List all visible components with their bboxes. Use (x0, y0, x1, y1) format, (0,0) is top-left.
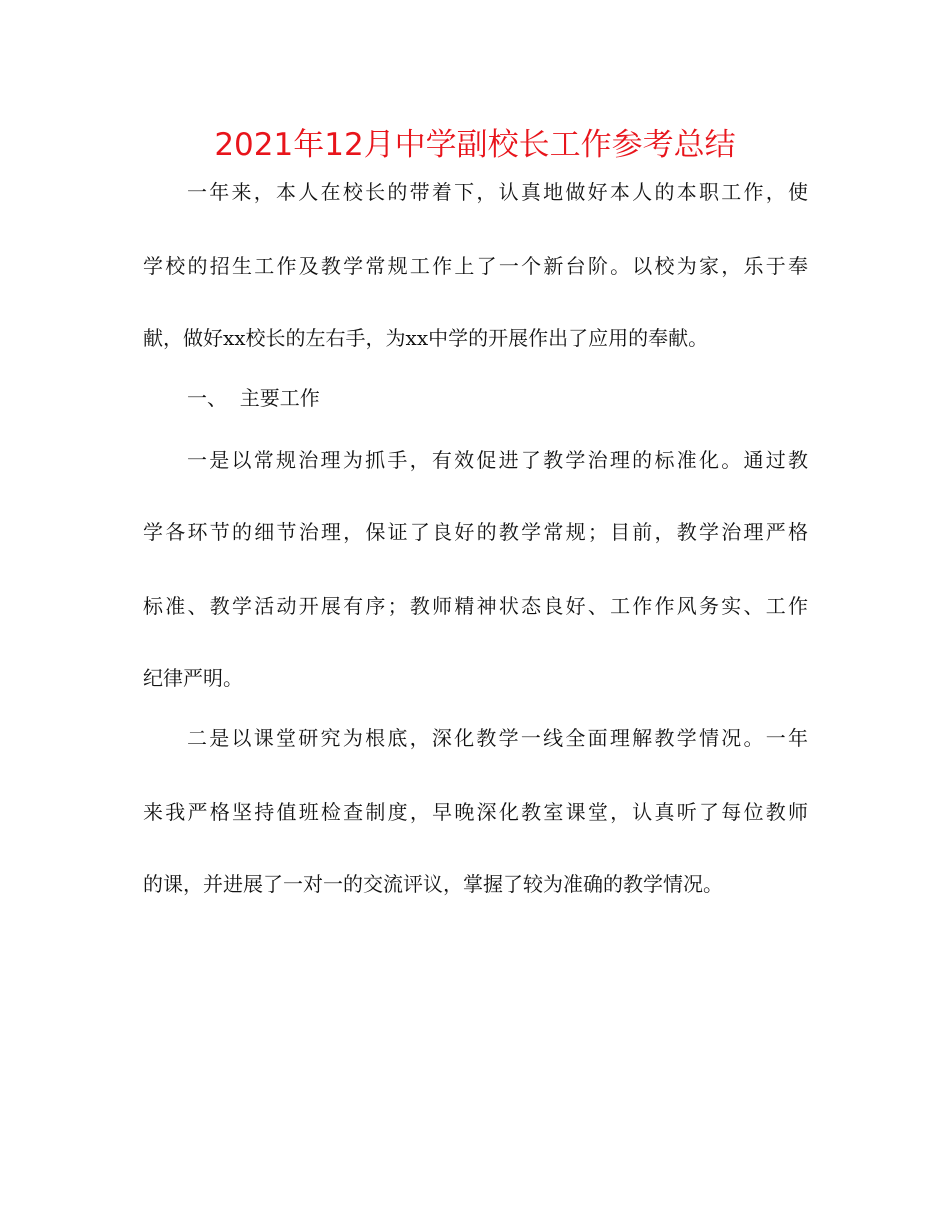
paragraph-2-line-3: 标准、教学活动开展有序；教师精神状态良好、工作作风务实、工作 (143, 594, 808, 618)
paragraph-1-line-1: 一年来，本人在校长的带着下，认真地做好本人的本职工作，使 (187, 180, 808, 204)
paragraph-3-line-2: 来我严格坚持值班检查制度，早晚深化教室课堂，认真听了每位教师 (143, 800, 808, 824)
paragraph-2-line-2: 学各环节的细节治理，保证了良好的教学常规；目前，教学治理严格 (143, 520, 808, 544)
paragraph-1-line-2: 学校的招生工作及教学常规工作上了一个新台阶。以校为家，乐于奉 (143, 254, 808, 278)
document-title: 2021年12月中学副校长工作参考总结 (214, 127, 736, 163)
paragraph-3-line-3: 的课，并进展了一对一的交流评议，掌握了较为准确的教学情况。 (143, 872, 723, 896)
paragraph-2-line-4: 纪律严明。 (143, 666, 243, 690)
section-heading-main-work: 一、 主要工作 (187, 386, 320, 410)
paragraph-2-line-1: 一是以常规治理为抓手，有效促进了教学治理的标准化。通过教 (187, 448, 808, 472)
paragraph-1-line-3: 献，做好xx校长的左右手，为xx中学的开展作出了应用的奉献。 (143, 326, 709, 350)
paragraph-3-line-1: 二是以课堂研究为根底，深化教学一线全面理解教学情况。一年 (187, 726, 808, 750)
